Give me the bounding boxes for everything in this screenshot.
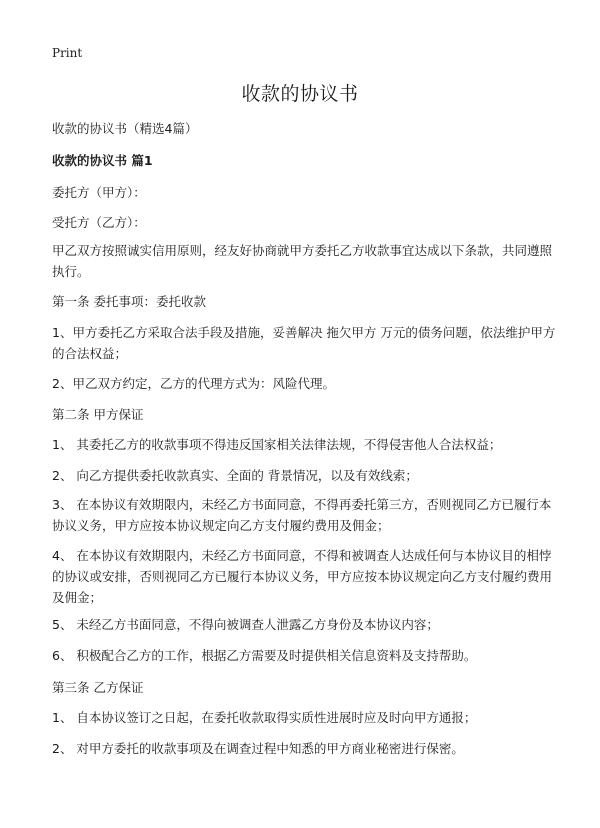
article-heading: 第二条 甲方保证 bbox=[52, 407, 144, 422]
paragraph: 受托方（乙方）： bbox=[52, 215, 146, 230]
print-label: Print bbox=[52, 46, 83, 60]
paragraph: 1、 其委托乙方的收款事项不得违反国家相关法律法规，不得侵害他人合法权益； bbox=[52, 437, 502, 452]
paragraph: 1、 自本协议签订之日起，在委托收款取得实质性进展时应及时向甲方通报； bbox=[52, 710, 477, 725]
document-title: 收款的协议书 bbox=[241, 83, 359, 105]
paragraph: 6、 积极配合乙方的工作，根据乙方需要及时提供相关信息资料及支持帮助。 bbox=[52, 648, 477, 663]
paragraph: 5、 未经乙方书面同意，不得向被调查人泄露乙方身份及本协议内容； bbox=[52, 617, 439, 632]
article-heading: 第一条 委托事项：委托收款 bbox=[52, 294, 206, 309]
article-heading: 第三条 乙方保证 bbox=[52, 680, 144, 695]
paragraph: 2、 对甲方委托的收款事项及在调查过程中知悉的甲方商业秘密进行保密。 bbox=[52, 741, 464, 756]
paragraph: 甲乙双方按照诚实信用原则，经友好协商就甲方委托乙方收款事宜达成以下条款，共同遵照执行。 bbox=[52, 243, 553, 279]
section-heading: 收款的协议书 篇1 bbox=[52, 153, 153, 168]
paragraph: 2、甲乙双方约定，乙方的代理方式为：风险代理。 bbox=[52, 376, 335, 391]
paragraph: 委托方（甲方）： bbox=[52, 185, 146, 200]
paragraph: 4、 在本协议有效期限内，未经乙方书面同意，不得和被调查人达成任何与本协议目的相悖的协议或安排，否则视同乙方已履行本协议义务，甲方应按本协议规定向乙方支付履约费用及佣金； bbox=[52, 548, 553, 605]
paragraph: 3、 在本协议有效期限内，未经乙方书面同意，不得再委托第三方，否则视同乙方已履行本协议义务，甲方应按本协议规定向乙方支付履约费用及佣金； bbox=[52, 497, 552, 533]
subtitle: 收款的协议书（精选4篇） bbox=[52, 121, 198, 136]
paragraph: 1、甲方委托乙方采取合法手段及措施，妥善解决 拖欠甲方 万元的债务问题，依法维护甲方的合法权益； bbox=[52, 325, 556, 361]
paragraph: 2、 向乙方提供委托收款真实、全面的 背景情况，以及有效线索； bbox=[52, 468, 418, 483]
